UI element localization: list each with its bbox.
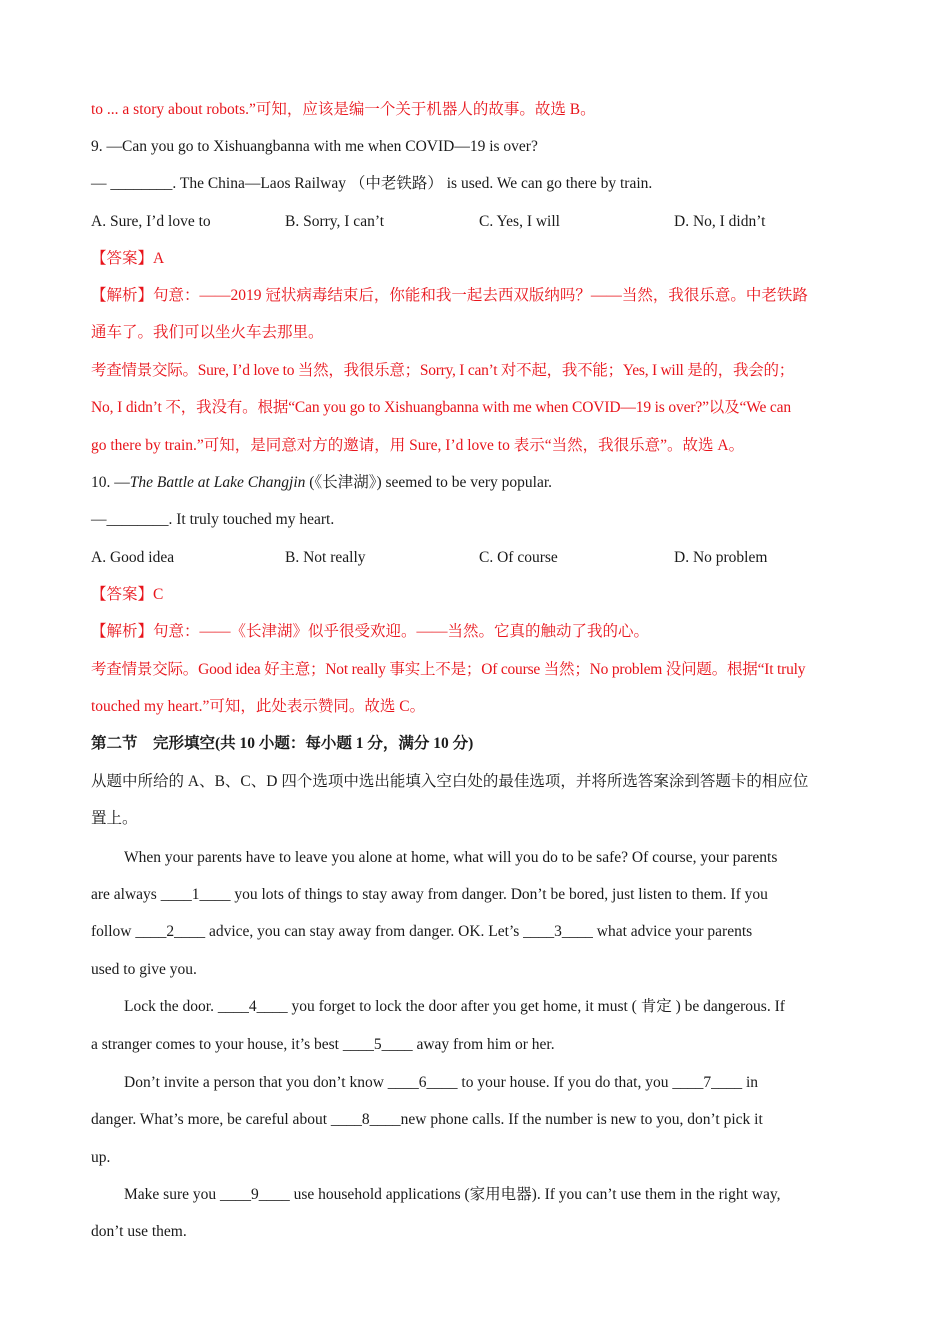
q10-explanation-2: 考查情景交际。Good idea 好主意；Not really 事实上不是；Of course 当然；No problem 没问题。根据“It truly — [91, 661, 806, 678]
q9-explanation-5: go there by train.”可知，是同意对方的邀请，用 Sure, I’d love to 表示“当然，我很乐意”。故选 A。 — [91, 437, 745, 454]
passage-p4-line1: Make sure you ____9____ use household applications (家用电器). If you can’t use them in the right way, — [124, 1186, 781, 1203]
passage-p1-line2: are always ____1____ you lots of things to stay away from danger. Don’t be bored, just listen to them. If you — [91, 886, 768, 903]
q10-option-b: B. Not really — [285, 549, 366, 566]
q9-option-c: C. Yes, I will — [479, 213, 560, 230]
q9-explanation-2: 通车了。我们可以坐火车去那里。 — [91, 324, 324, 341]
passage-p2-line1: Lock the door. ____4____ you forget to lock the door after you get home, it must ( 肯定 ) be dangerous. If — [124, 998, 785, 1015]
question-10-options — [91, 548, 891, 568]
instructions-1: 从题中所给的 A、B、C、D 四个选项中选出能填入空白处的最佳选项，并将所选答案涂到答题卡的相应位 — [91, 773, 809, 790]
question-10-reply: —________. It truly touched my heart. — [91, 511, 335, 528]
q10-option-a: A. Good idea — [91, 549, 175, 566]
passage-p2-line2: a stranger comes to your house, it’s best ____5____ away from him or her. — [91, 1036, 555, 1053]
q9-explanation-3: 考查情景交际。Sure, I’d love to 当然，我很乐意；Sorry, I can’t 对不起，我不能；Yes, I will 是的，我会的； — [91, 362, 794, 379]
passage-p3-line1: Don’t invite a person that you don’t know ____6____ to your house. If you do that, you ____7____ in — [124, 1074, 759, 1091]
q10-stem-rest: (《长津湖》) seemed to be very popular. — [305, 474, 553, 491]
q9-explanation-1: 【解析】句意：——2019 冠状病毒结束后，你能和我一起去西双版纳吗？——当然，我很乐意。中老铁路 — [91, 287, 808, 304]
q9-explanation-4: No, I didn’t 不，我没有。根据“Can you go to Xishuangbanna with me when COVID—19 is over?”以及“We can — [91, 399, 791, 416]
q9-answer: 【答案】A — [91, 250, 165, 267]
q10-number: 10. — — [91, 474, 130, 491]
question-10-stem — [91, 473, 552, 493]
q10-option-c: C. Of course — [479, 549, 558, 566]
passage-p4-line2: don’t use them. — [91, 1223, 187, 1240]
q10-explanation-3: touched my heart.”可知，此处表示赞同。故选 C。 — [91, 698, 426, 715]
q10-option-d: D. No problem — [674, 549, 768, 566]
passage-p3-line3: up. — [91, 1149, 111, 1166]
passage-p1-line3: follow ____2____ advice, you can stay away from danger. OK. Let’s ____3____ what advice your parents — [91, 923, 753, 940]
passage-p1-line4: used to give you. — [91, 961, 197, 978]
instructions-2: 置上。 — [91, 810, 138, 827]
passage-p1-line1: When your parents have to leave you alone at home, what will you do to be safe? Of course, your parents — [124, 849, 778, 866]
question-9-reply: — ________. The China—Laos Railway （中老铁路） is used. We can go there by train. — [91, 175, 653, 192]
section-title: 第二节 完形填空(共 10 小题：每小题 1 分，满分 10 分) — [91, 735, 474, 752]
question-9-options — [91, 212, 891, 232]
q9-option-a: A. Sure, I’d love to — [91, 213, 211, 230]
passage-p3-line2: danger. What’s more, be careful about ____8____new phone calls. If the number is new to you, don’t pick it — [91, 1111, 763, 1128]
q9-option-b: B. Sorry, I can’t — [285, 213, 385, 230]
question-9-stem: 9. —Can you go to Xishuangbanna with me when COVID—19 is over? — [91, 138, 538, 155]
q8-explanation-tail: to ... a story about robots.”可知，应该是编一个关于机器人的故事。故选 B。 — [91, 101, 596, 118]
q9-option-d: D. No, I didn’t — [674, 213, 766, 230]
q10-answer: 【答案】C — [91, 586, 164, 603]
q10-movie-title: The Battle at Lake Changjin — [129, 474, 306, 491]
q10-explanation-1: 【解析】句意：——《长津湖》似乎很受欢迎。——当然。它真的触动了我的心。 — [91, 623, 650, 640]
